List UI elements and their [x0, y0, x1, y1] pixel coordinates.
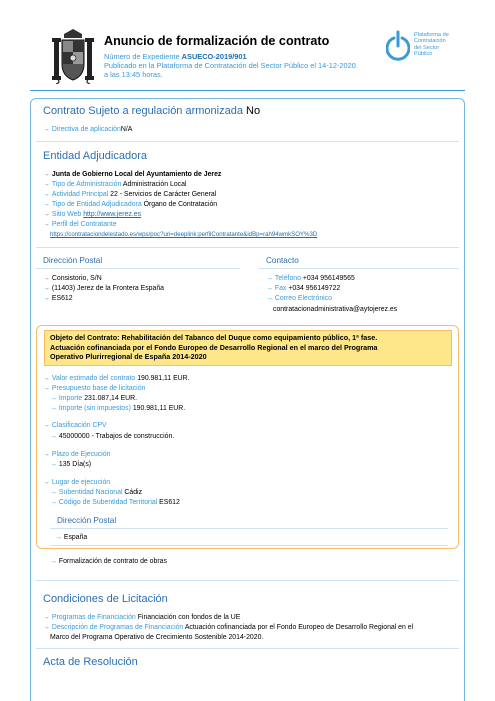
- arrow-icon: →: [50, 405, 57, 412]
- telefono-label: Teléfono: [274, 275, 301, 282]
- logo-line: Público: [414, 51, 433, 58]
- tipo-admin-row: [43, 180, 186, 189]
- arrow-icon: →: [266, 285, 273, 292]
- objeto-line: Operativo Plurirregional de España 2014-2020: [50, 352, 207, 362]
- expediente-label: Número de Expediente: [104, 52, 180, 61]
- section-divider: [36, 247, 459, 248]
- descripcion-value-2: Marco del Programa Operativo de Crecimiento Sostenible 2014-2020.: [50, 634, 264, 641]
- code-row: [43, 294, 73, 303]
- formalizacion-value: Formalización de contrato de obras: [58, 558, 167, 565]
- section-divider: [50, 545, 448, 546]
- telefono-row: [266, 274, 355, 283]
- arrow-icon: →: [43, 624, 50, 631]
- plazo-value: 135 Día(s): [58, 461, 92, 468]
- descripcion-label: Descripción de Programas de Financiación: [51, 624, 184, 631]
- section-divider: [50, 528, 448, 529]
- contacto-title: Contacto: [266, 256, 299, 265]
- arrow-icon: →: [43, 211, 50, 218]
- descripcion-row-2: [50, 633, 263, 642]
- sitio-web-label: Sitio Web: [51, 211, 82, 218]
- section-divider: [36, 648, 459, 649]
- contrato-sujeto-label: Contrato Sujeto a regulación armonizada: [43, 105, 243, 117]
- arrow-icon: →: [50, 558, 57, 565]
- lugar-pais-value: España: [63, 534, 88, 541]
- fax-value: +034 956149722: [288, 285, 341, 292]
- presupuesto-row: [43, 384, 145, 393]
- cpv-value-row: [50, 432, 174, 441]
- importe-sin-label: Importe (sin impuestos): [58, 405, 131, 412]
- city-value: (11403) Jerez de la Frontera España: [51, 285, 164, 292]
- contrato-sujeto-title: [43, 105, 260, 117]
- lugar-pais-row: [55, 533, 87, 542]
- arrow-icon: →: [43, 385, 50, 392]
- valor-value: 190.981,11 EUR.: [137, 375, 190, 382]
- lugar-label: Lugar de ejecución: [51, 479, 111, 486]
- logo-line: Plataforma de: [414, 32, 449, 38]
- importe-row: [50, 394, 137, 403]
- cpv-value: 45000000 - Trabajos de construcción.: [58, 433, 175, 440]
- arrow-icon: →: [50, 461, 57, 468]
- arrow-icon: →: [50, 489, 57, 496]
- code-value: ES612: [51, 295, 73, 302]
- formalizacion-row: [50, 557, 167, 566]
- cpv-label: Clasificación CPV: [51, 422, 107, 429]
- directiva-value: N/A: [120, 126, 133, 133]
- objeto-text: [50, 333, 450, 362]
- telefono-value: +034 956149565: [302, 275, 355, 282]
- arrow-icon: →: [43, 375, 50, 382]
- section-divider: [36, 580, 459, 581]
- directiva-label: Directiva de aplicación: [51, 126, 121, 133]
- objeto-line: Actuación cofinanciada por el Fondo Europeo de Desarrollo Regional en el marco del Programa: [50, 342, 378, 352]
- descripcion-row: [43, 623, 413, 632]
- actividad-label: Actividad Principal: [51, 191, 109, 198]
- valor-row: [43, 374, 190, 383]
- arrow-icon: →: [43, 221, 50, 228]
- arrow-icon: →: [266, 275, 273, 282]
- document-title: Anuncio de formalización de contrato: [104, 34, 330, 48]
- street-row: [43, 274, 102, 283]
- subentidad-value: Cádiz: [124, 489, 143, 496]
- plazo-value-row: [50, 460, 91, 469]
- arrow-icon: →: [266, 295, 273, 302]
- arrow-icon: →: [43, 614, 50, 621]
- platform-logo-icon: [386, 30, 410, 66]
- entidad-title: Entidad Adjudicadora: [43, 150, 147, 162]
- sitio-web-row: [43, 210, 141, 219]
- licitacion-title: Condiciones de Licitación: [43, 593, 168, 605]
- fax-label: Fax: [274, 285, 287, 292]
- platform-logo-text: [414, 32, 464, 58]
- resolucion-title: Acta de Resolución: [43, 656, 138, 668]
- expediente-value: ASUECO-2019/901: [181, 52, 247, 61]
- lugar-direccion-title: Dirección Postal: [57, 516, 117, 525]
- arrow-icon: →: [43, 275, 50, 282]
- codigo-value: ES612: [159, 499, 180, 506]
- arrow-icon: →: [50, 395, 57, 402]
- actividad-row: [43, 190, 216, 199]
- arrow-icon: →: [43, 422, 50, 429]
- programas-row: [43, 613, 240, 622]
- entidad-name-row: [43, 170, 221, 179]
- valor-label: Valor estimado del contrato: [51, 375, 136, 382]
- objeto-line: Objeto del Contrato: Rehabilitación del Tabanco del Duque como equipamiento público, 1ª fase.: [50, 333, 378, 342]
- arrow-icon: →: [43, 191, 50, 198]
- entidad-name: Junta de Gobierno Local del Ayuntamiento de Jerez: [51, 171, 222, 178]
- tipo-entidad-label: Tipo de Entidad Adjudicadora: [51, 201, 142, 208]
- fax-row: [266, 284, 340, 293]
- subentidad-row: [50, 488, 142, 497]
- arrow-icon: →: [55, 534, 62, 541]
- subentidad-label: Subentidad Nacional: [58, 489, 123, 496]
- published-time: a las 13:45 horas.: [104, 70, 163, 79]
- city-row: [43, 284, 164, 293]
- tipo-entidad-value: Órgano de Contratación: [143, 201, 218, 208]
- street-value: Consistorio, S/N: [51, 275, 102, 282]
- document-header: [0, 0, 495, 100]
- expediente-line: [104, 52, 247, 61]
- presupuesto-label: Presupuesto base de licitación: [51, 385, 146, 392]
- tipo-entidad-row: [43, 200, 217, 209]
- arrow-icon: →: [43, 171, 50, 178]
- importe-sin-row: [50, 404, 185, 413]
- direccion-postal-title: Dirección Postal: [43, 256, 103, 265]
- email-value: contratacionadministrativa@aytojerez.es: [273, 306, 398, 313]
- perfil-row: [43, 220, 117, 229]
- lugar-row: [43, 478, 110, 487]
- contrato-sujeto-value: No: [246, 105, 261, 117]
- arrow-icon: →: [50, 433, 57, 440]
- arrow-icon: →: [43, 181, 50, 188]
- coat-of-arms-icon: [52, 28, 94, 84]
- arrow-icon: →: [43, 295, 50, 302]
- importe-sin-value: 190.981,11 EUR.: [132, 405, 186, 412]
- perfil-link[interactable]: https://contrataciondelestado.es/wps/poc?uri=deeplink:perfilContratante&idBp=rah94wmkSOY%3D: [50, 231, 318, 238]
- section-divider: [36, 268, 240, 269]
- logo-line: Contratación: [414, 38, 446, 45]
- arrow-icon: →: [43, 126, 50, 133]
- email-label: Correo Electrónico: [274, 295, 332, 302]
- perfil-label: Perfil del Contratante: [51, 221, 117, 228]
- email-value-row: [273, 305, 397, 314]
- importe-value: 231.087,14 EUR.: [84, 395, 138, 402]
- perfil-link-row: [50, 230, 317, 239]
- logo-line: del Sector: [414, 44, 440, 51]
- plazo-label: Plazo de Ejecución: [51, 451, 111, 458]
- cpv-row: [43, 421, 107, 430]
- arrow-icon: →: [43, 201, 50, 208]
- descripcion-value: Actuación cofinanciada por el Fondo Europeo de Desarrollo Regional en el: [184, 624, 414, 631]
- programas-value: Financiación con fondos de la UE: [137, 614, 241, 621]
- actividad-value: 22 - Servicios de Carácter General: [110, 191, 217, 198]
- importe-label: Importe: [58, 395, 83, 402]
- codigo-row: [50, 498, 180, 507]
- section-divider: [258, 268, 459, 269]
- published-line: Publicado en la Plataforma de Contratación del Sector Público el 14-12-2020: [104, 61, 356, 70]
- header-divider: [30, 90, 465, 91]
- email-row: [266, 294, 332, 303]
- tipo-admin-value: Administración Local: [122, 181, 187, 188]
- sitio-web-link[interactable]: http://www.jerez.es: [83, 211, 142, 218]
- arrow-icon: →: [43, 479, 50, 486]
- arrow-icon: →: [43, 285, 50, 292]
- arrow-icon: →: [50, 499, 57, 506]
- codigo-label: Código de Subentidad Territorial: [58, 499, 158, 506]
- section-divider: [36, 141, 459, 142]
- arrow-icon: →: [43, 451, 50, 458]
- plazo-row: [43, 450, 111, 459]
- directiva-row: [43, 125, 132, 134]
- tipo-admin-label: Tipo de Administración: [51, 181, 122, 188]
- programas-label: Programas de Financiación: [51, 614, 136, 621]
